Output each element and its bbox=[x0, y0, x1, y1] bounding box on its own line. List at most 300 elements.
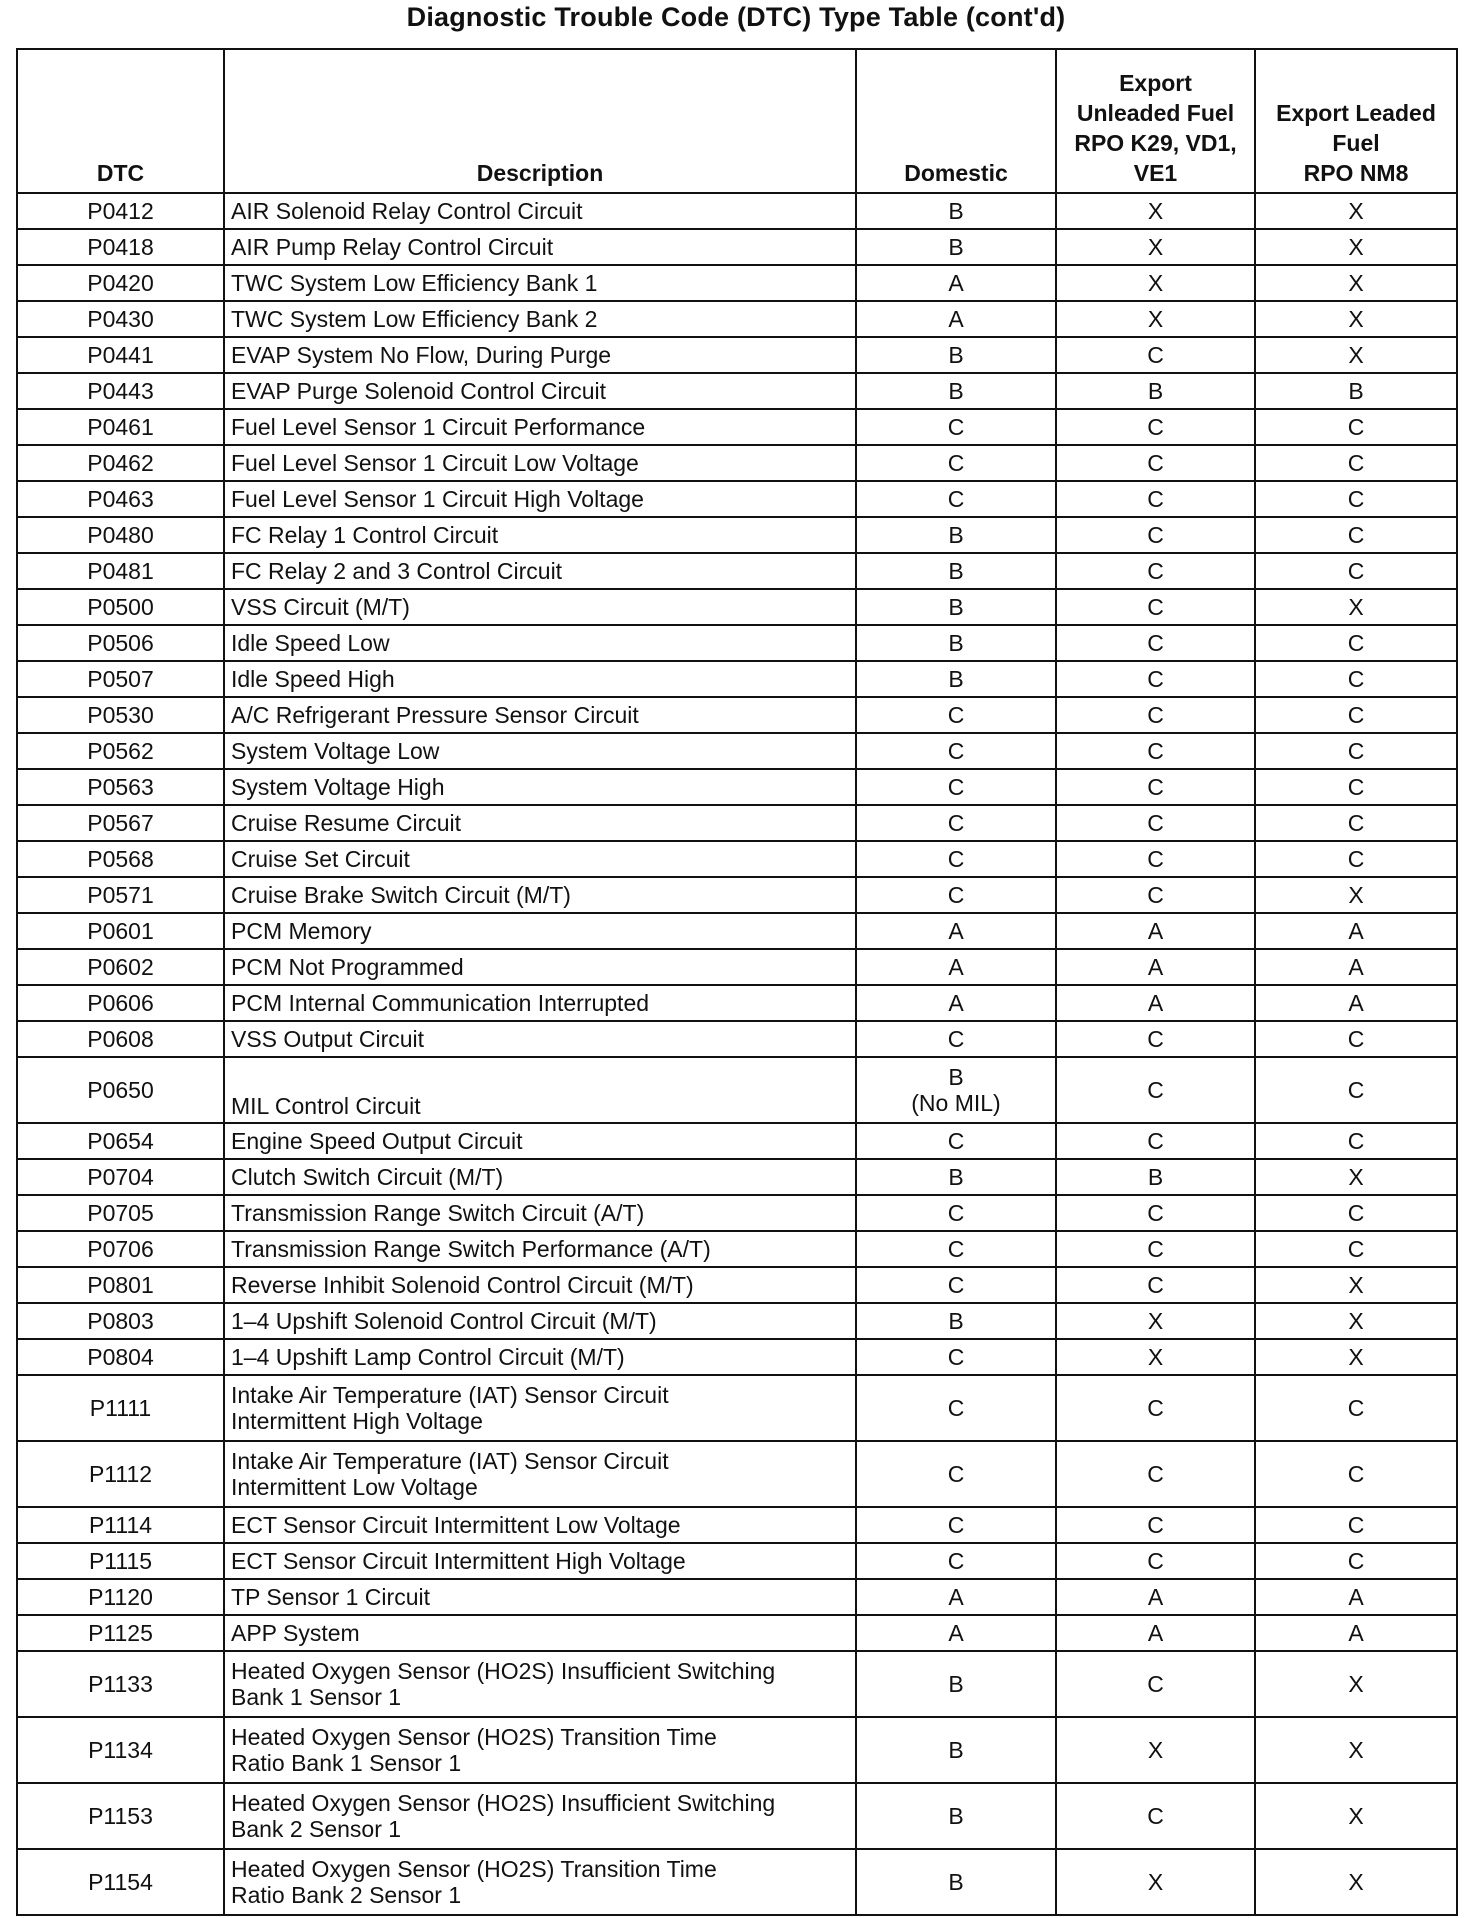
table-row bbox=[17, 1783, 1457, 1849]
dtc-description bbox=[224, 517, 856, 553]
domestic-type-value: C bbox=[947, 414, 965, 440]
export-leaded-type: C bbox=[1255, 1441, 1457, 1507]
export-leaded-type: C bbox=[1255, 1021, 1457, 1057]
export-leaded-type: X bbox=[1255, 1651, 1457, 1717]
export-leaded-type: X bbox=[1255, 193, 1457, 229]
table-row bbox=[17, 1441, 1457, 1507]
dtc-code: P0601 bbox=[17, 913, 224, 949]
dtc-code: P0568 bbox=[17, 841, 224, 877]
dtc-code: P1153 bbox=[17, 1783, 224, 1849]
export-unleaded-type: X bbox=[1056, 301, 1255, 337]
domestic-type bbox=[856, 229, 1056, 265]
dtc-code: P0562 bbox=[17, 733, 224, 769]
domestic-type bbox=[856, 1267, 1056, 1303]
export-unleaded-type: C bbox=[1056, 337, 1255, 373]
domestic-type-value: B bbox=[948, 666, 964, 692]
table-row bbox=[17, 1303, 1457, 1339]
description-line: Idle Speed High bbox=[231, 666, 395, 692]
domestic-type bbox=[856, 805, 1056, 841]
description-line: PCM Internal Communication Interrupted bbox=[231, 990, 650, 1016]
domestic-type-value: B bbox=[948, 1803, 964, 1829]
domestic-type-value: B bbox=[948, 1737, 964, 1763]
dtc-code: P0704 bbox=[17, 1159, 224, 1195]
dtc-description bbox=[224, 841, 856, 877]
export-unleaded-type: C bbox=[1056, 1267, 1255, 1303]
dtc-code: P1133 bbox=[17, 1651, 224, 1717]
export-unleaded-type: C bbox=[1056, 1651, 1255, 1717]
export-leaded-type: C bbox=[1255, 661, 1457, 697]
export-unleaded-type: X bbox=[1056, 193, 1255, 229]
export-leaded-type: A bbox=[1255, 949, 1457, 985]
dtc-description bbox=[224, 1507, 856, 1543]
dtc-code: P0441 bbox=[17, 337, 224, 373]
domestic-type-value: C bbox=[947, 450, 965, 476]
dtc-code: P0803 bbox=[17, 1303, 224, 1339]
export-unleaded-type: C bbox=[1056, 1057, 1255, 1123]
export-leaded-type: X bbox=[1255, 1849, 1457, 1915]
domestic-type-value: B bbox=[948, 1164, 964, 1190]
export-leaded-type: C bbox=[1255, 733, 1457, 769]
export-leaded-type: C bbox=[1255, 1543, 1457, 1579]
table-row bbox=[17, 265, 1457, 301]
domestic-type bbox=[856, 913, 1056, 949]
domestic-type bbox=[856, 661, 1056, 697]
domestic-type bbox=[856, 1651, 1056, 1717]
export-unleaded-type: A bbox=[1056, 949, 1255, 985]
description-line: Cruise Resume Circuit bbox=[231, 810, 462, 836]
export-unleaded-type: C bbox=[1056, 1507, 1255, 1543]
dtc-description bbox=[224, 1339, 856, 1375]
export-unleaded-type: X bbox=[1056, 229, 1255, 265]
dtc-description bbox=[224, 265, 856, 301]
header-export-unleaded-line3: RPO K29, VD1, bbox=[1074, 130, 1237, 156]
description-line: FC Relay 1 Control Circuit bbox=[231, 522, 499, 548]
export-unleaded-type: A bbox=[1056, 913, 1255, 949]
dtc-description bbox=[224, 985, 856, 1021]
export-unleaded-type: B bbox=[1056, 373, 1255, 409]
domestic-type-value: B bbox=[948, 522, 964, 548]
domestic-type bbox=[856, 1849, 1056, 1915]
dtc-code: P0606 bbox=[17, 985, 224, 1021]
description-line-2: Intermittent High Voltage bbox=[231, 1408, 483, 1434]
dtc-description bbox=[224, 589, 856, 625]
dtc-description bbox=[224, 373, 856, 409]
domestic-type-value: B bbox=[948, 1308, 964, 1334]
description-line: VSS Output Circuit bbox=[231, 1026, 425, 1052]
description-line-2: Ratio Bank 1 Sensor 1 bbox=[231, 1750, 462, 1776]
domestic-type-value: C bbox=[947, 1128, 965, 1154]
description-line: EVAP System No Flow, During Purge bbox=[231, 342, 612, 368]
export-unleaded-type: C bbox=[1056, 1783, 1255, 1849]
domestic-type bbox=[856, 1195, 1056, 1231]
dtc-description bbox=[224, 301, 856, 337]
dtc-description bbox=[224, 1783, 856, 1849]
description-line: Clutch Switch Circuit (M/T) bbox=[231, 1164, 504, 1190]
domestic-type bbox=[856, 949, 1056, 985]
dtc-code: P1111 bbox=[17, 1375, 224, 1441]
domestic-type bbox=[856, 337, 1056, 373]
domestic-type-note: (No MIL) bbox=[911, 1090, 1001, 1116]
export-leaded-type: A bbox=[1255, 1615, 1457, 1651]
export-unleaded-type: C bbox=[1056, 481, 1255, 517]
export-unleaded-type: C bbox=[1056, 1021, 1255, 1057]
export-leaded-type: X bbox=[1255, 589, 1457, 625]
dtc-code: P1114 bbox=[17, 1507, 224, 1543]
export-leaded-type: A bbox=[1255, 913, 1457, 949]
domestic-type-value: A bbox=[948, 918, 964, 944]
table-row bbox=[17, 553, 1457, 589]
domestic-type-value: C bbox=[947, 882, 965, 908]
table-row bbox=[17, 1717, 1457, 1783]
table-row bbox=[17, 193, 1457, 229]
dtc-code: P0571 bbox=[17, 877, 224, 913]
domestic-type bbox=[856, 1543, 1056, 1579]
export-unleaded-type: C bbox=[1056, 769, 1255, 805]
export-leaded-type: X bbox=[1255, 337, 1457, 373]
dtc-description bbox=[224, 697, 856, 733]
dtc-description bbox=[224, 1231, 856, 1267]
header-export-leaded bbox=[1255, 49, 1457, 193]
description-line: Heated Oxygen Sensor (HO2S) Insufficient Switching bbox=[231, 1658, 776, 1684]
export-leaded-type: X bbox=[1255, 265, 1457, 301]
table-row bbox=[17, 1123, 1457, 1159]
export-unleaded-type: C bbox=[1056, 661, 1255, 697]
header-description: Description bbox=[224, 49, 856, 193]
domestic-type bbox=[856, 841, 1056, 877]
dtc-description bbox=[224, 733, 856, 769]
dtc-description bbox=[224, 1267, 856, 1303]
dtc-description bbox=[224, 481, 856, 517]
header-export-unleaded bbox=[1056, 49, 1255, 193]
export-unleaded-type: C bbox=[1056, 1231, 1255, 1267]
dtc-code: P1112 bbox=[17, 1441, 224, 1507]
dtc-description bbox=[224, 193, 856, 229]
domestic-type bbox=[856, 697, 1056, 733]
export-leaded-type: C bbox=[1255, 553, 1457, 589]
dtc-code: P0412 bbox=[17, 193, 224, 229]
export-leaded-type: C bbox=[1255, 1231, 1457, 1267]
export-leaded-type: X bbox=[1255, 1267, 1457, 1303]
dtc-description bbox=[224, 949, 856, 985]
table-row bbox=[17, 1057, 1457, 1123]
domestic-type bbox=[856, 1441, 1056, 1507]
domestic-type-value: B bbox=[948, 594, 964, 620]
description-line: TWC System Low Efficiency Bank 2 bbox=[231, 306, 598, 332]
export-leaded-type: C bbox=[1255, 805, 1457, 841]
export-leaded-type: C bbox=[1255, 1195, 1457, 1231]
dtc-code: P0443 bbox=[17, 373, 224, 409]
dtc-description bbox=[224, 1651, 856, 1717]
table-row bbox=[17, 1195, 1457, 1231]
domestic-type bbox=[856, 1123, 1056, 1159]
table-row bbox=[17, 733, 1457, 769]
dtc-description bbox=[224, 229, 856, 265]
dtc-code: P0462 bbox=[17, 445, 224, 481]
export-unleaded-type: X bbox=[1056, 1303, 1255, 1339]
domestic-type bbox=[856, 1375, 1056, 1441]
dtc-description bbox=[224, 445, 856, 481]
export-unleaded-type: C bbox=[1056, 409, 1255, 445]
export-leaded-type: C bbox=[1255, 769, 1457, 805]
table-row bbox=[17, 913, 1457, 949]
domestic-type-value: C bbox=[947, 1026, 965, 1052]
export-unleaded-type: C bbox=[1056, 517, 1255, 553]
domestic-type bbox=[856, 517, 1056, 553]
description-line: Reverse Inhibit Solenoid Control Circuit (M/T) bbox=[231, 1272, 694, 1298]
domestic-type-value: B bbox=[948, 1869, 964, 1895]
dtc-code: P0608 bbox=[17, 1021, 224, 1057]
dtc-code: P0506 bbox=[17, 625, 224, 661]
description-line: Fuel Level Sensor 1 Circuit Low Voltage bbox=[231, 450, 639, 476]
export-leaded-type: C bbox=[1255, 1123, 1457, 1159]
table-body bbox=[17, 193, 1457, 1915]
dtc-code: P1125 bbox=[17, 1615, 224, 1651]
dtc-description bbox=[224, 1717, 856, 1783]
table-row bbox=[17, 1849, 1457, 1915]
export-unleaded-type: C bbox=[1056, 805, 1255, 841]
description-line: 1–4 Upshift Lamp Control Circuit (M/T) bbox=[231, 1344, 625, 1370]
table-header bbox=[17, 49, 1457, 193]
dtc-description bbox=[224, 1021, 856, 1057]
domestic-type-value: C bbox=[947, 1548, 965, 1574]
export-leaded-type: C bbox=[1255, 1507, 1457, 1543]
table-row bbox=[17, 769, 1457, 805]
domestic-type bbox=[856, 1339, 1056, 1375]
export-unleaded-type: C bbox=[1056, 877, 1255, 913]
table-row bbox=[17, 409, 1457, 445]
dtc-code: P0804 bbox=[17, 1339, 224, 1375]
description-line: AIR Solenoid Relay Control Circuit bbox=[231, 198, 583, 224]
table-row bbox=[17, 841, 1457, 877]
export-leaded-type: X bbox=[1255, 1783, 1457, 1849]
description-line-2: Intermittent Low Voltage bbox=[231, 1474, 478, 1500]
dtc-description bbox=[224, 625, 856, 661]
dtc-code: P0480 bbox=[17, 517, 224, 553]
description-line: Cruise Brake Switch Circuit (M/T) bbox=[231, 882, 571, 908]
table-row bbox=[17, 1615, 1457, 1651]
dtc-description bbox=[224, 1543, 856, 1579]
dtc-code: P0463 bbox=[17, 481, 224, 517]
domestic-type-value: B bbox=[948, 630, 964, 656]
export-leaded-type: C bbox=[1255, 625, 1457, 661]
dtc-code: P1115 bbox=[17, 1543, 224, 1579]
table-row bbox=[17, 949, 1457, 985]
export-leaded-type: X bbox=[1255, 1339, 1457, 1375]
dtc-description bbox=[224, 1579, 856, 1615]
export-unleaded-type: X bbox=[1056, 1849, 1255, 1915]
export-unleaded-type: C bbox=[1056, 1123, 1255, 1159]
dtc-description bbox=[224, 1303, 856, 1339]
table-row bbox=[17, 1651, 1457, 1717]
dtc-description bbox=[224, 1195, 856, 1231]
domestic-type bbox=[856, 625, 1056, 661]
domestic-type bbox=[856, 553, 1056, 589]
table-row bbox=[17, 589, 1457, 625]
export-unleaded-type: X bbox=[1056, 1339, 1255, 1375]
export-unleaded-type: C bbox=[1056, 841, 1255, 877]
dtc-code: P0430 bbox=[17, 301, 224, 337]
dtc-code: P1120 bbox=[17, 1579, 224, 1615]
export-unleaded-type: C bbox=[1056, 1195, 1255, 1231]
description-line: Transmission Range Switch Performance (A/T) bbox=[231, 1236, 711, 1262]
export-leaded-type: C bbox=[1255, 841, 1457, 877]
export-unleaded-type: A bbox=[1056, 985, 1255, 1021]
dtc-code: P0602 bbox=[17, 949, 224, 985]
domestic-type bbox=[856, 769, 1056, 805]
dtc-description bbox=[224, 805, 856, 841]
dtc-description bbox=[224, 913, 856, 949]
export-unleaded-type: C bbox=[1056, 625, 1255, 661]
domestic-type bbox=[856, 1615, 1056, 1651]
domestic-type bbox=[856, 1057, 1056, 1123]
domestic-type-value: C bbox=[947, 702, 965, 728]
export-unleaded-type: X bbox=[1056, 265, 1255, 301]
dtc-code: P0461 bbox=[17, 409, 224, 445]
dtc-code: P0418 bbox=[17, 229, 224, 265]
description-line: PCM Memory bbox=[231, 918, 372, 944]
domestic-type-value: B bbox=[948, 1064, 964, 1090]
description-line: FC Relay 2 and 3 Control Circuit bbox=[231, 558, 563, 584]
dtc-code: P1154 bbox=[17, 1849, 224, 1915]
description-line: ECT Sensor Circuit Intermittent High Voltage bbox=[231, 1548, 686, 1574]
description-line-2: Bank 2 Sensor 1 bbox=[231, 1816, 402, 1842]
table-row bbox=[17, 1507, 1457, 1543]
domestic-type-value: C bbox=[947, 1461, 965, 1487]
description-line: Fuel Level Sensor 1 Circuit Performance bbox=[231, 414, 646, 440]
domestic-type bbox=[856, 265, 1056, 301]
description-line: Heated Oxygen Sensor (HO2S) Transition Time bbox=[231, 1724, 717, 1750]
export-leaded-type: X bbox=[1255, 229, 1457, 265]
export-leaded-type: X bbox=[1255, 877, 1457, 913]
domestic-type bbox=[856, 481, 1056, 517]
export-leaded-type: A bbox=[1255, 985, 1457, 1021]
dtc-code: P1134 bbox=[17, 1717, 224, 1783]
table-row bbox=[17, 1375, 1457, 1441]
export-leaded-type: C bbox=[1255, 445, 1457, 481]
domestic-type-value: A bbox=[948, 954, 964, 980]
domestic-type-value: B bbox=[948, 342, 964, 368]
export-unleaded-type: C bbox=[1056, 1543, 1255, 1579]
domestic-type bbox=[856, 1717, 1056, 1783]
domestic-type-value: C bbox=[947, 810, 965, 836]
export-unleaded-type: A bbox=[1056, 1615, 1255, 1651]
description-line: APP System bbox=[231, 1620, 360, 1646]
export-unleaded-type: B bbox=[1056, 1159, 1255, 1195]
dtc-description bbox=[224, 1159, 856, 1195]
dtc-code: P0705 bbox=[17, 1195, 224, 1231]
header-export-leaded-line3: RPO NM8 bbox=[1303, 160, 1409, 186]
export-unleaded-type: C bbox=[1056, 589, 1255, 625]
domestic-type bbox=[856, 1783, 1056, 1849]
export-leaded-type: C bbox=[1255, 1375, 1457, 1441]
table-row bbox=[17, 517, 1457, 553]
dtc-description bbox=[224, 409, 856, 445]
dtc-description bbox=[224, 661, 856, 697]
dtc-code: P0481 bbox=[17, 553, 224, 589]
domestic-type bbox=[856, 445, 1056, 481]
export-unleaded-type: C bbox=[1056, 553, 1255, 589]
domestic-type bbox=[856, 1507, 1056, 1543]
domestic-type bbox=[856, 1579, 1056, 1615]
dtc-code: P0507 bbox=[17, 661, 224, 697]
domestic-type bbox=[856, 733, 1056, 769]
dtc-code: P0801 bbox=[17, 1267, 224, 1303]
table-row bbox=[17, 661, 1457, 697]
export-unleaded-type: C bbox=[1056, 445, 1255, 481]
description-line: TWC System Low Efficiency Bank 1 bbox=[231, 270, 598, 296]
domestic-type bbox=[856, 1159, 1056, 1195]
domestic-type-value: C bbox=[947, 1200, 965, 1226]
export-leaded-type: A bbox=[1255, 1579, 1457, 1615]
description-line: VSS Circuit (M/T) bbox=[231, 594, 410, 620]
header-domestic: Domestic bbox=[856, 49, 1056, 193]
dtc-description bbox=[224, 1849, 856, 1915]
description-line: Heated Oxygen Sensor (HO2S) Insufficient Switching bbox=[231, 1790, 776, 1816]
dtc-type-table bbox=[16, 48, 1458, 1916]
description-line: 1–4 Upshift Solenoid Control Circuit (M/T) bbox=[231, 1308, 657, 1334]
domestic-type-value: B bbox=[948, 378, 964, 404]
header-export-leaded-line2: Fuel bbox=[1332, 130, 1380, 156]
export-leaded-type: C bbox=[1255, 409, 1457, 445]
description-line: Intake Air Temperature (IAT) Sensor Circuit bbox=[231, 1448, 669, 1474]
domestic-type bbox=[856, 1231, 1056, 1267]
table-row bbox=[17, 805, 1457, 841]
table-row bbox=[17, 301, 1457, 337]
header-export-unleaded-line2: Unleaded Fuel bbox=[1076, 100, 1235, 126]
page-title: Diagnostic Trouble Code (DTC) Type Table (cont'd) bbox=[406, 2, 1066, 32]
domestic-type bbox=[856, 1303, 1056, 1339]
domestic-type-value: A bbox=[948, 270, 964, 296]
dtc-code: P0563 bbox=[17, 769, 224, 805]
description-line: System Voltage High bbox=[231, 774, 445, 800]
description-line: Heated Oxygen Sensor (HO2S) Transition Time bbox=[231, 1856, 717, 1882]
domestic-type-value: A bbox=[948, 306, 964, 332]
dtc-description bbox=[224, 1123, 856, 1159]
table-row bbox=[17, 697, 1457, 733]
export-leaded-type: X bbox=[1255, 301, 1457, 337]
dtc-description bbox=[224, 1375, 856, 1441]
domestic-type bbox=[856, 1021, 1056, 1057]
table-row bbox=[17, 1267, 1457, 1303]
export-unleaded-type: C bbox=[1056, 697, 1255, 733]
description-line: EVAP Purge Solenoid Control Circuit bbox=[231, 378, 607, 404]
domestic-type bbox=[856, 985, 1056, 1021]
domestic-type-value: B bbox=[948, 234, 964, 260]
domestic-type bbox=[856, 301, 1056, 337]
description-line: AIR Pump Relay Control Circuit bbox=[231, 234, 554, 260]
export-leaded-type: C bbox=[1255, 481, 1457, 517]
export-unleaded-type: C bbox=[1056, 1441, 1255, 1507]
header-dtc: DTC bbox=[17, 49, 224, 193]
export-leaded-type: X bbox=[1255, 1303, 1457, 1339]
domestic-type-value: C bbox=[947, 1344, 965, 1370]
domestic-type-value: B bbox=[948, 198, 964, 224]
domestic-type-value: C bbox=[947, 486, 965, 512]
description-line: PCM Not Programmed bbox=[231, 954, 464, 980]
table-row bbox=[17, 877, 1457, 913]
export-unleaded-type: X bbox=[1056, 1717, 1255, 1783]
export-leaded-type: C bbox=[1255, 697, 1457, 733]
export-leaded-type: X bbox=[1255, 1717, 1457, 1783]
table-row bbox=[17, 1579, 1457, 1615]
export-leaded-type: X bbox=[1255, 1159, 1457, 1195]
description-line: Engine Speed Output Circuit bbox=[231, 1128, 523, 1154]
dtc-description bbox=[224, 1441, 856, 1507]
domestic-type-value: C bbox=[947, 846, 965, 872]
dtc-code: P0706 bbox=[17, 1231, 224, 1267]
table-row bbox=[17, 373, 1457, 409]
domestic-type bbox=[856, 589, 1056, 625]
